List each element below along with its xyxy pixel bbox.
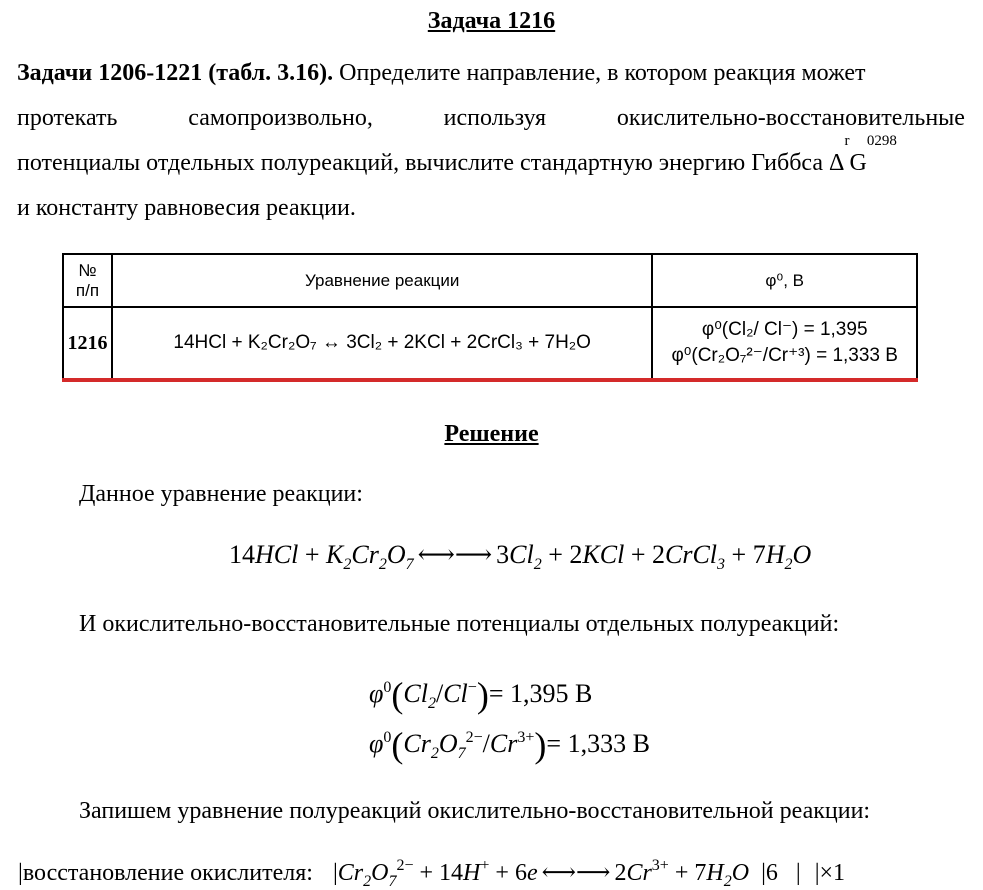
row-equation: 14HCl + K₂Cr₂O₇ ↔ 3Cl₂ + 2KCl + 2CrCl₃ + 7H₂O bbox=[112, 307, 652, 379]
task-statement bbox=[17, 51, 965, 231]
header-potential: φ⁰, В bbox=[652, 254, 917, 307]
potential-chlorine: $\varphi^0(Cl_2/Cl^-)= 1,395$ В bbox=[369, 675, 593, 715]
solution-title: Решение bbox=[444, 421, 539, 447]
reaction-table bbox=[62, 253, 918, 381]
task-title: Задача 1216 bbox=[427, 8, 556, 34]
reaction-equation: $14HCl + K_2Cr_2O_7$ ⟷⟶ $3Cl_2 + 2KCl$ + 2CrCl$_3$ + $7H_2O$ bbox=[229, 540, 812, 573]
statement-line-2 bbox=[17, 96, 965, 141]
statement-line1-rest: Определите направление, в котором реакция может bbox=[333, 60, 866, 86]
gibbs-sup-0: 0 bbox=[866, 133, 875, 149]
header-number: № п/п bbox=[63, 254, 112, 307]
potentials-label: И окислительно-восстановительные потенциалы отдельных полуреакций: bbox=[79, 611, 840, 637]
statement-line-3 bbox=[17, 133, 965, 186]
row-number: 1216 bbox=[63, 307, 112, 379]
statement-line-4: и константу равновесия реакции. bbox=[17, 195, 356, 221]
half-reaction-reduction: |восстановление окислителя: $|Cr_2O_7^{2-} + 14H^+ + 6e$ ⟷⟶ $2Cr^{3+} + 7H_2O$ |6 | |×1 bbox=[18, 857, 846, 890]
gibbs-sub-r: r bbox=[844, 133, 850, 149]
half-reactions-label: Запишем уравнение полуреакций окислительно-восстановительной реакции: bbox=[79, 798, 871, 824]
statement-line-1 bbox=[17, 51, 965, 96]
statement-word: используя bbox=[443, 105, 547, 131]
statement-line3-main: потенциалы отдельных полуреакций, вычислите стандартную энергию Гиббса Δ bbox=[17, 150, 845, 176]
header-equation: Уравнение реакции bbox=[112, 254, 652, 307]
statement-word: самопроизвольно, bbox=[188, 105, 373, 131]
table-bottom-accent bbox=[62, 378, 918, 382]
gibbs-G: G bbox=[849, 150, 867, 176]
statement-word: протекать bbox=[17, 105, 118, 131]
row-potentials: φ⁰(Cl₂/ Cl⁻) = 1,395 φ⁰(Cr₂O₇²⁻/Cr⁺³) = 1,333 В bbox=[652, 307, 917, 379]
gibbs-sub-298: 298 bbox=[874, 133, 897, 149]
table-row bbox=[63, 307, 917, 379]
statement-bold-lead: Задачи 1206-1221 (табл. 3.16). bbox=[17, 60, 334, 86]
given-equation-label: Данное уравнение реакции: bbox=[79, 481, 363, 507]
potential-dichromate: $\varphi^0(Cr_2O_7^{2-}/Cr^{3+})= 1,333$ В bbox=[369, 725, 650, 765]
statement-word: окислительно-восстановительные bbox=[616, 105, 965, 131]
table-header-row bbox=[63, 254, 917, 307]
